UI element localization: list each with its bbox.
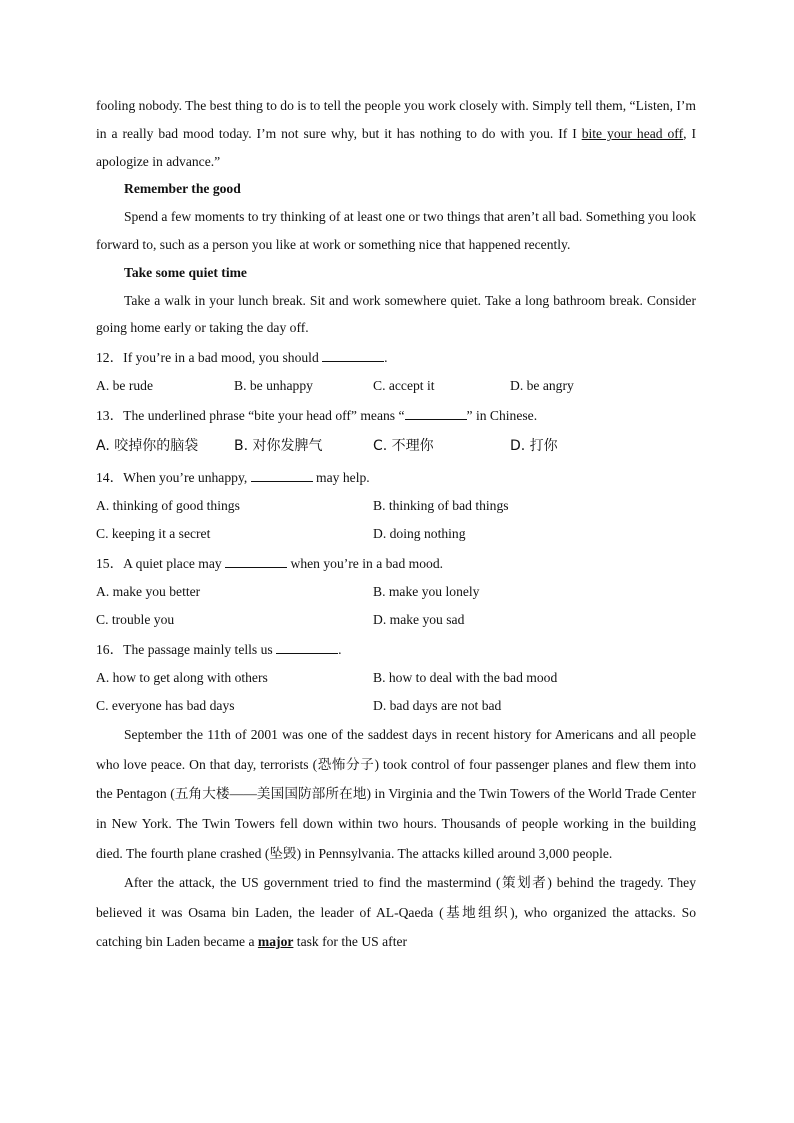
option-a: A. how to get along with others: [96, 670, 268, 686]
option-b: B. be unhappy: [234, 378, 313, 394]
paragraph-remember-the-good: Spend a few moments to try thinking of at least one or two things that aren’t all bad. Something you look forward to, such as a person you like at work or something nice that happened recently.: [96, 209, 696, 252]
options-14-row1: [96, 492, 696, 520]
question-15: 15．A quiet place may when you’re in a bad mood.: [96, 556, 444, 572]
option-d: D. 打你: [510, 438, 558, 455]
option-c: C. everyone has bad days: [96, 698, 235, 714]
option-c: C. keeping it a secret: [96, 526, 211, 542]
option-d: D. make you sad: [373, 612, 465, 628]
option-c: C. accept it: [373, 378, 435, 394]
answer-blank: [251, 469, 313, 482]
option-b: B. thinking of bad things: [373, 498, 509, 514]
option-a: A. be rude: [96, 378, 153, 394]
document-page: [96, 92, 696, 957]
options-16-row2: [96, 692, 696, 720]
answer-blank: [276, 641, 338, 654]
options-15-row2: [96, 606, 696, 634]
underlined-phrase: bite your head off: [581, 125, 684, 141]
answer-blank: [322, 349, 384, 362]
text: fooling nobody. The best thing to do is to tell the people you work closely with. Simply tell them, “Listen, I’m in a really bad mood today. I’m not sure why, but it has nothing to do with you. If I: [96, 98, 696, 141]
option-a: A. 咬掉你的脑袋: [96, 438, 199, 455]
question-13: 13．The underlined phrase “bite your head off” means “ ” in Chinese.: [96, 408, 538, 424]
options-15-row1: [96, 578, 696, 606]
option-d: D. be angry: [510, 378, 574, 394]
options-14-row2: [96, 520, 696, 548]
option-b: B. 对你发脾气: [234, 438, 323, 455]
question-12: 12．If you’re in a bad mood, you should .: [96, 350, 388, 366]
paragraph-september-11: September the 11th of 2001 was one of the saddest days in recent history for Americans and all people who love peace. On that day, terrorists (恐怖分子) took control of four passenger planes and flew them into the Pentagon (五角大楼——美国国防部所在地) in Virginia and the Twin Towers of the World Trade Center in New York. The Twin Towers fell down within two hours. Thousands of people working in the building died. The fourth plane crashed (坠毁) in Pennsylvania. The attacks killed around 3,000 people.: [96, 727, 696, 861]
options-13: [96, 430, 696, 462]
heading-quiet-time: Take some quiet time: [124, 264, 247, 280]
option-b: B. make you lonely: [373, 584, 480, 600]
question-16: 16．The passage mainly tells us .: [96, 642, 342, 658]
answer-blank: [405, 407, 467, 420]
options-12: [96, 372, 696, 400]
text: , I apologize in advance.”: [96, 125, 696, 169]
question-14: 14．When you’re unhappy, may help.: [96, 470, 370, 486]
option-d: D. bad days are not bad: [373, 698, 502, 714]
option-c: C. trouble you: [96, 612, 175, 628]
paragraph-after-attack: After the attack, the US government tried to find the mastermind (策划者) behind the tragedy. They believed it was Osama bin Laden, the leader of AL-Qaeda (基地组织), who organized the attacks. So catching bin Laden became a major task for the US after: [96, 875, 696, 950]
options-16-row1: [96, 664, 696, 692]
option-a: A. thinking of good things: [96, 498, 240, 514]
option-c: C. 不理你: [373, 438, 434, 455]
answer-blank: [225, 555, 287, 568]
paragraph-apologize: [96, 92, 696, 175]
paragraph-quiet-time: Take a walk in your lunch break. Sit and work somewhere quiet. Take a long bathroom break. Consider going home early or taking the day off.: [96, 292, 696, 336]
option-a: A. make you better: [96, 584, 201, 600]
heading-remember-the-good: Remember the good: [124, 181, 241, 197]
option-b: B. how to deal with the bad mood: [373, 670, 558, 686]
underlined-word: major: [257, 934, 294, 950]
option-d: D. doing nothing: [373, 526, 466, 542]
